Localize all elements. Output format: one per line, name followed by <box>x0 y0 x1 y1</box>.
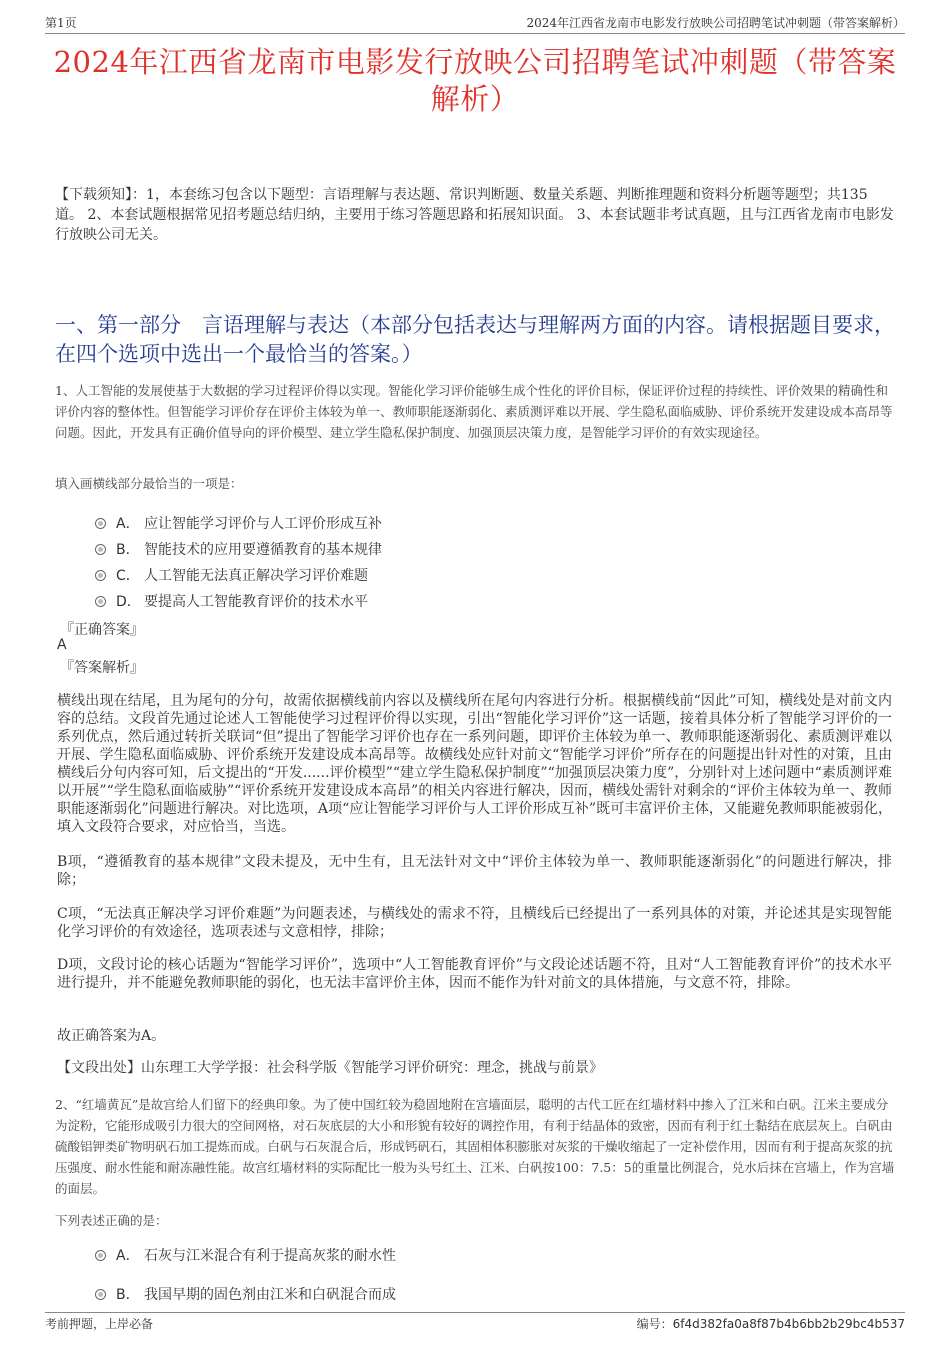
question-2-option-a[interactable]: A． 石灰与江米混合有利于提高灰浆的耐水性 <box>95 1245 396 1265</box>
analysis-paragraph: D项，文段讨论的核心话题为“智能学习评价”，选项中“人工智能教育评价”与文段论述话题不符，且对“人工智能教育评价”的技术水平进行提升，并不能避免教师职能的弱化，也无法丰富评价主体，因而不能作为针对前文的具体措施，与文意不符，排除。 <box>57 957 892 991</box>
footer-code: 编号：6f4d382fa0a8f87b4b6bb2b29bc4b537 <box>636 1317 905 1331</box>
correct-answer: A <box>57 637 67 653</box>
footer-slogan: 考前押题，上岸必备 <box>45 1317 154 1331</box>
radio-icon[interactable] <box>95 518 106 529</box>
analysis-label: 『答案解析』 <box>60 660 144 676</box>
page-footer <box>45 1312 905 1334</box>
page-number: 第1页 <box>45 16 77 30</box>
source-citation: 【文段出处】山东理工大学学报：社会科学版《智能学习评价研究：理念，挑战与前景》 <box>57 1060 603 1076</box>
analysis-paragraph: C项，“无法真正解决学习评价难题”为问题表述，与横线处的需求不符，且横线后已经提出了一系列具体的对策，并论述其是实现智能化学习评价的有效途径，选项表述与文意相悖，排除； <box>57 906 892 940</box>
question-1-prompt: 填入画横线部分最恰当的一项是： <box>55 476 243 491</box>
section-title: 一、第一部分 言语理解与表达（本部分包括表达与理解两方面的内容。请根据题目要求，在四个选项中选出一个最恰当的答案。） <box>55 313 895 366</box>
question-1-option-a[interactable]: A． 应让智能学习评价与人工评价形成互补 <box>95 513 382 533</box>
question-2-prompt: 下列表述正确的是： <box>55 1213 168 1228</box>
page-header <box>45 12 905 34</box>
answer-label: 『正确答案』 <box>60 622 144 638</box>
question-1-option-d[interactable]: D． 要提高人工智能教育评价的技术水平 <box>95 591 368 611</box>
radio-icon[interactable] <box>95 544 106 555</box>
download-notice: 【下载须知】：1，本套练习包含以下题型：言语理解与表达题、常识判断题、数量关系题、判断推理题和资料分析题等题型；共135道。 2、本套试题根据常见招考题总结归纳，主要用于练习答题思路和拓展知识面。 3、本套试题非考试真题，且与江西省龙南市电影发行放映公司无关。 <box>55 187 894 243</box>
question-1-stem: 1、人工智能的发展使基于大数据的学习过程评价得以实现。智能化学习评价能够生成个性化的评价目标，保证评价过程的持续性、评价效果的精确性和评价内容的整体性。但智能学习评价存在评价主体较为单一、教师职能逐渐弱化、素质测评难以开展、学生隐私面临威胁、评价系统开发建设成本高昂等问题。因此，开发具有正确价值导向的评价模型、建立学生隐私保护制度、加强顶层决策力度，是智能学习评价的有效实现途径。 <box>55 383 893 440</box>
analysis-paragraph: 横线出现在结尾，且为尾句的分句，故需依据横线前内容以及横线所在尾句内容进行分析。根据横线前“因此”可知，横线处是对前文内容的总结。文段首先通过论述人工智能使学习过程评价得以实现，引出“智能化学习评价”这一话题，接着具体分析了智能学习评价的一系列优点，然后通过转折关联词“但”提出了智能学习评价也存在一系列问题，即评价主体较为单一、教师职能逐渐弱化、素质测评难以开展、学生隐私面临威胁、评价系统开发建设成本高昂等。故横线处应针对前文“智能学习评价”所存在的问题提出针对性的对策，且由横线后分句内容可知，后文提出的“开发......评价模型”“建立学生隐私保护制度”“加强顶层决策力度”，分别针对上述问题中“素质测评难以开展”“学生隐私面临威胁”“评价系统开发建设成本高昂”的相关内容进行解决，因而，横线处需针对剩余的“评价主体较为单一、教师职能逐渐弱化”问题进行解决。对比选项，A项“应让智能学习评价与人工评价形成互补”既可丰富评价主体，又能避免教师职能被弱化，填入文段符合要求，对应恰当，当选。 <box>57 693 892 835</box>
radio-icon[interactable] <box>95 570 106 581</box>
question-1-option-b[interactable]: B． 智能技术的应用要遵循教育的基本规律 <box>95 539 382 559</box>
radio-icon[interactable] <box>95 1289 106 1300</box>
question-2-stem: 2、“红墙黄瓦”是故宫给人们留下的经典印象。为了使中国红较为稳固地附在宫墙面层，聪明的古代工匠在红墙材料中掺入了江米和白矾。江米主要成分为淀粉，它能形成吸引力很大的空间网格，对石灰底层的大小和形貌有较好的调控作用，有利于结晶体的致密，因而有利于红土黏结在底层灰上。白矾由硫酸铝钾类矿物明矾石加工提炼而成。白矾与石灰混合后，形成钙矾石，其固相体积膨胀对灰浆的干燥收缩起了一定补偿作用，因而有利于提高灰浆的抗压强度、耐水性能和耐冻融性能。故宫红墙材料的实际配比一般为头号红土、江米、白矾按100：7.5：5的重量比例混合，兑水后抹在宫墙上，作为宫墙的面层。 <box>55 1097 895 1196</box>
document-title: 2024年江西省龙南市电影发行放映公司招聘笔试冲刺题（带答案解析） <box>53 45 897 116</box>
question-1-option-c[interactable]: C． 人工智能无法真正解决学习评价难题 <box>95 565 368 585</box>
radio-icon[interactable] <box>95 596 106 607</box>
radio-icon[interactable] <box>95 1250 106 1261</box>
analysis-conclusion: 故正确答案为A。 <box>57 1028 166 1044</box>
header-doc-title: 2024年江西省龙南市电影发行放映公司招聘笔试冲刺题（带答案解析） <box>526 16 905 30</box>
analysis-paragraph: B项，“遵循教育的基本规律”文段未提及，无中生有，且无法针对文中“评价主体较为单一、教师职能逐渐弱化”的问题进行解决，排除； <box>57 854 892 888</box>
question-2-option-b[interactable]: B． 我国早期的固色剂由江米和白矾混合而成 <box>95 1284 396 1304</box>
